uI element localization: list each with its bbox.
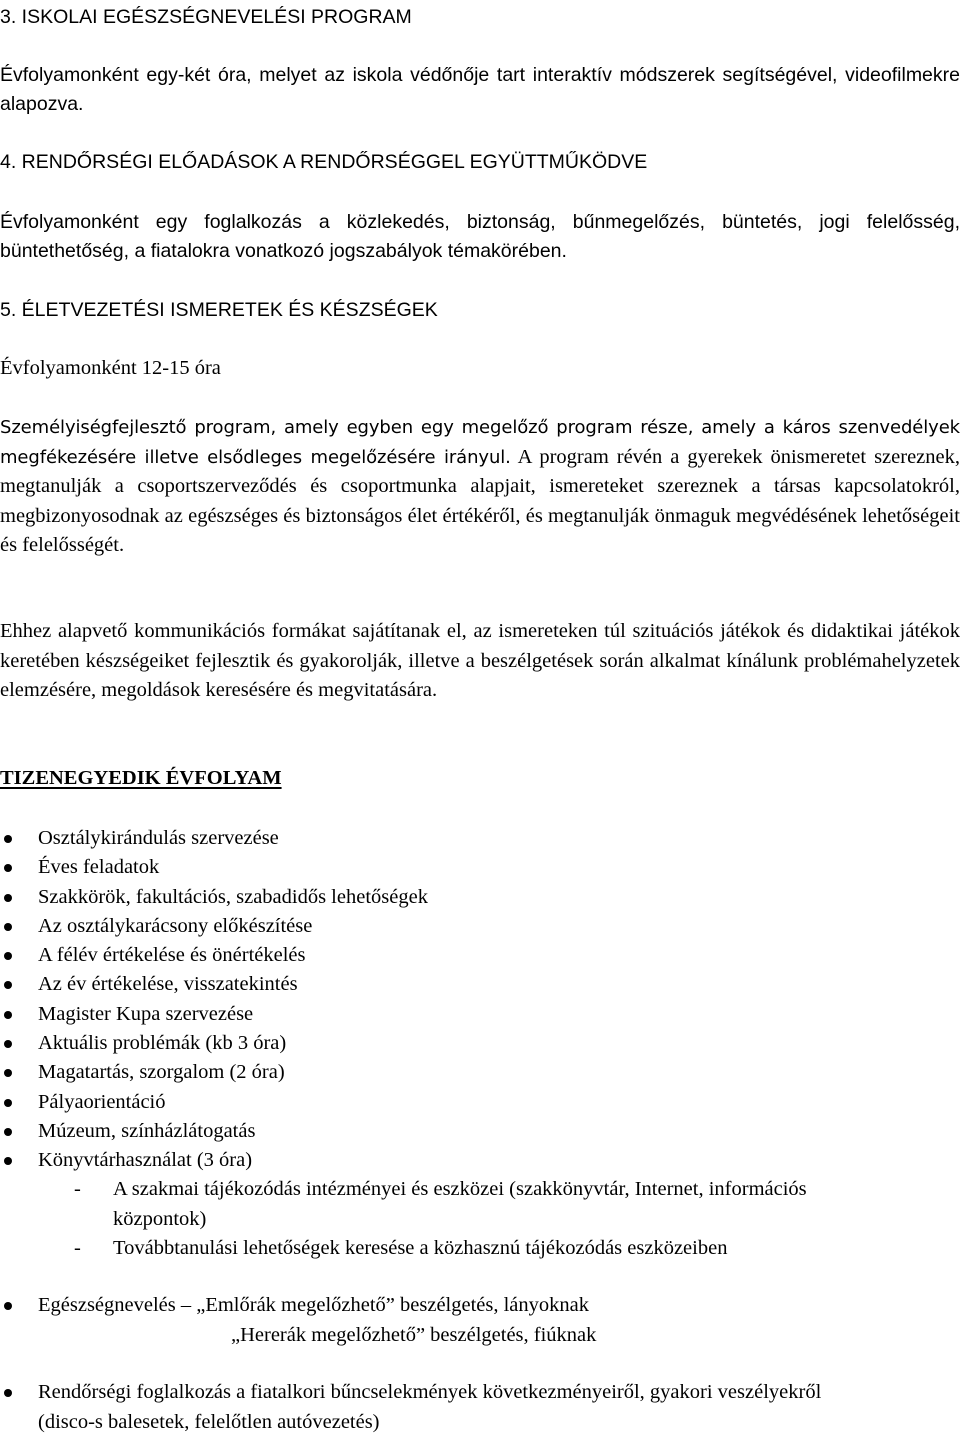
list-item: [0, 883, 960, 912]
sublist-item-text: Továbbtanulási lehetőségek keresése a közhasznú tájékozódás eszközeiben: [113, 1237, 728, 1259]
section-5-hours: Évfolyamonként 12-15 óra: [0, 357, 221, 379]
health-education-item: [0, 1291, 960, 1350]
bullet-icon: [4, 1128, 12, 1136]
list-item: [0, 970, 960, 999]
list-item: [0, 1117, 960, 1146]
list-item-text: Könyvtárhasználat (3 óra): [38, 1149, 253, 1172]
list-item: [0, 912, 960, 941]
list-item-text: Pályaorientáció: [38, 1090, 166, 1113]
list-item-text: A félév értékelése és önértékelés: [38, 944, 306, 967]
library-sublist: [0, 1175, 960, 1264]
grade-11-title: TIZENEGYEDIK ÉVFOLYAM: [0, 767, 282, 789]
list-item: [0, 1029, 960, 1058]
sublist-item: [0, 1175, 853, 1234]
bullet-icon: [4, 1099, 12, 1107]
bullet-icon: [4, 1011, 12, 1019]
section-3-text: Évfolyamonként egy-két óra, melyet az iskola védőnője tart interaktív módszerek segítségével, videofilmekre alapozva.: [0, 64, 960, 115]
bullet-icon: [4, 864, 12, 872]
section-5-paragraph-1-first: Személyiségfejlesztő program, amely egyben egy megelőző program része, amely a káros szenvedélyek megfékezésére illetve elsődleges megelőzésére irányul.: [0, 417, 960, 468]
list-item-text: Az osztálykarácsony előkészítése: [38, 914, 313, 937]
list-item-text: Osztálykirándulás szervezése: [38, 827, 279, 849]
bullet-icon: [4, 1157, 12, 1165]
bullet-icon: [4, 1302, 12, 1310]
bullet-icon: [4, 835, 12, 843]
bullet-icon: [4, 923, 12, 931]
bullet-icon: [4, 1389, 12, 1397]
section-4-text: Évfolyamonként egy foglalkozás a közlekedés, biztonság, bűnmegelőzés, büntetés, jogi felelősség, büntethetőség, a fiatalokra vonatkozó jogszabályok témakörében.: [0, 211, 960, 262]
list-item: [0, 824, 960, 853]
section-5-paragraph-1-cont: A program révén a gyerekek önismeretet szereznek, megtanulják a csoportszerveződés és csoportmunka alapjait, ismereteket szereznek a társas kapcsolatokról, megbizonyosodnak az egészséges és biztonságos élet értékéről, és megtanulják önmaguk megvédésének lehetőségeit és felelősségét.: [0, 445, 960, 556]
bullet-icon: [4, 981, 12, 989]
list-item-text: Szakkörök, fakultációs, szabadidős lehetőségek: [38, 885, 428, 908]
list-item-text: Múzeum, színházlátogatás: [38, 1119, 256, 1142]
list-item: [0, 1000, 960, 1029]
health-education-line-2: „Hererák megelőzhető” beszélgetés, fiúknak: [231, 1323, 597, 1346]
section-4-heading: 4. RENDŐRSÉGI ELŐADÁSOK A RENDŐRSÉGGEL EGYÜTTMŰKÖDVE: [0, 151, 648, 173]
list-item-text: Éves feladatok: [38, 856, 160, 879]
list-item: [0, 1146, 960, 1175]
section-5-paragraph-1: [0, 413, 960, 561]
bullet-icon: [4, 952, 12, 960]
bullet-icon: [4, 1040, 12, 1048]
list-item: [0, 853, 960, 882]
health-education-line-1: Egészségnevelés – „Emlőrák megelőzhető” beszélgetés, lányoknak: [38, 1294, 589, 1316]
list-item-text: Az év értékelése, visszatekintés: [38, 973, 298, 996]
section-5-heading: 5. ÉLETVEZETÉSI ISMERETEK ÉS KÉSZSÉGEK: [0, 299, 438, 321]
list-item: [0, 1058, 960, 1087]
list-item-text: Magatartás, szorgalom (2 óra): [38, 1061, 285, 1084]
sublist-item-text: A szakmai tájékozódás intézményei és eszközei (szakkönyvtár, Internet, információs központok): [113, 1178, 807, 1230]
section-5-paragraph-2: Ehhez alapvető kommunikációs formákat sajátítanak el, az ismereteken túl szituációs játékok és didaktikai játékok keretében készségeiket fejlesztik és gyakorolják, illetve a beszélgetések során alkalmat kínálunk problémahelyzetek elemzésére, megoldások keresésére és megvitatására.: [0, 620, 960, 701]
section-3-heading: 3. ISKOLAI EGÉSZSÉGNEVELÉSI PROGRAM: [0, 6, 412, 28]
grade-11-list: [0, 824, 960, 1176]
list-item: [0, 941, 960, 970]
list-item: [0, 1088, 960, 1117]
police-session-text: Rendőrségi foglalkozás a fiatalkori bűncselekmények következményeiről, gyakori veszélyekről (disco-s balesetek, felelőtlen autóvezetés): [38, 1381, 822, 1433]
dash-marker: -: [74, 1178, 81, 1200]
dash-marker: -: [74, 1237, 81, 1259]
sublist-item: [0, 1234, 853, 1264]
list-item-text: Aktuális problémák (kb 3 óra): [38, 1032, 287, 1055]
list-item-text: Magister Kupa szervezése: [38, 1002, 254, 1025]
bullet-icon: [4, 894, 12, 902]
bullet-icon: [4, 1069, 12, 1077]
police-session-item: [0, 1378, 960, 1437]
